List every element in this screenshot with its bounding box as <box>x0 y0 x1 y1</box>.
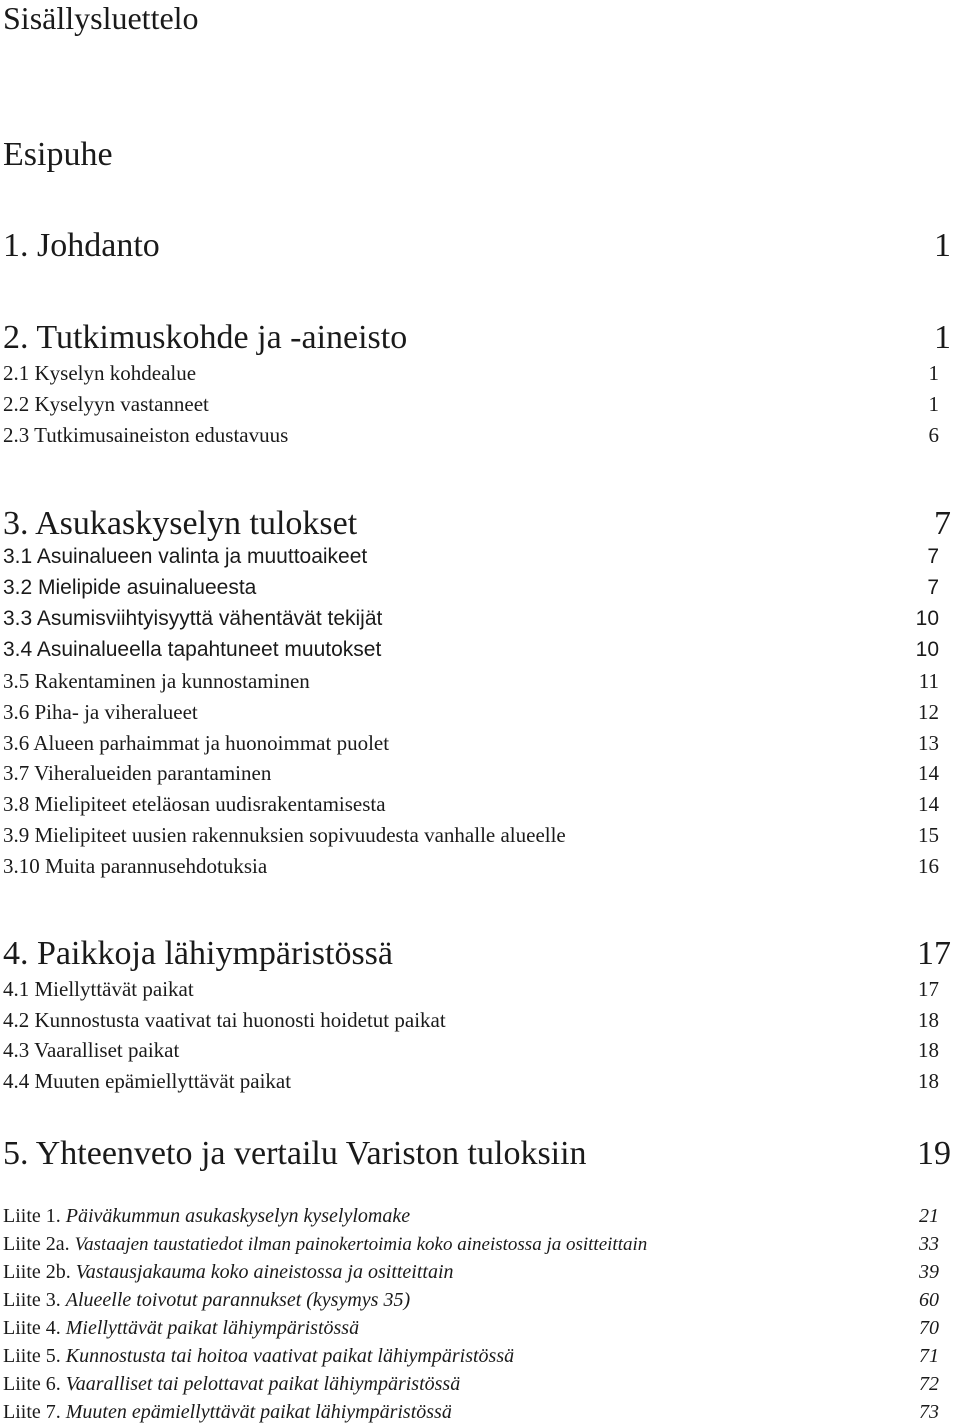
section-page: 7 <box>927 545 939 568</box>
section-page: 1 <box>928 361 939 385</box>
chapter-label: 3. Asukaskyselyn tulokset <box>3 505 358 542</box>
section-label: 3.5 Rakentaminen ja kunnostaminen <box>3 669 310 693</box>
section-page: 15 <box>918 823 939 847</box>
section-page: 14 <box>918 761 939 785</box>
appendix-label: Liite 7. <box>3 1401 61 1423</box>
appendix-page: 33 <box>919 1233 939 1255</box>
chapter-label: 1. Johdanto <box>3 227 160 264</box>
toc-chapter-5[interactable] <box>3 1132 951 1176</box>
chapter-label: 5. Yhteenveto ja vertailu Variston tuloksiin <box>3 1135 587 1172</box>
toc-section-3-3[interactable] <box>3 604 951 634</box>
section-label: 3.4 Asuinalueella tapahtuneet muutokset <box>3 638 382 661</box>
toc-chapter-2[interactable] <box>3 316 951 360</box>
section-page: 13 <box>918 731 939 755</box>
section-label: 4.3 Vaaralliset paikat <box>3 1038 180 1062</box>
toc-appendix-7[interactable] <box>3 1398 951 1426</box>
appendix-page: 72 <box>919 1373 939 1395</box>
section-label: 3.1 Asuinalueen valinta ja muuttoaikeet <box>3 545 368 568</box>
chapter-page: 7 <box>934 505 951 542</box>
toc-appendix-1[interactable] <box>3 1202 951 1230</box>
section-label: 4.2 Kunnostusta vaativat tai huonosti hoidetut paikat <box>3 1008 446 1032</box>
appendix-label: Liite 3. <box>3 1289 61 1311</box>
chapter-label: 2. Tutkimuskohde ja -aineisto <box>3 319 408 356</box>
section-page: 10 <box>915 638 939 661</box>
appendix-title: Päiväkummun asukaskyselyn kyselylomake <box>65 1205 411 1227</box>
appendix-label: Liite 2b. <box>3 1261 71 1283</box>
section-page: 14 <box>918 792 939 816</box>
toc-appendix-6[interactable] <box>3 1370 951 1398</box>
section-label: 3.10 Muita parannusehdotuksia <box>3 854 268 878</box>
appendix-page: 70 <box>919 1317 939 1339</box>
chapter-page: 1 <box>934 319 951 356</box>
section-label: 3.7 Viheralueiden parantaminen <box>3 761 272 785</box>
toc-section-3-4[interactable] <box>3 635 951 665</box>
toc-section-4-2[interactable] <box>3 1005 951 1035</box>
section-label: 4.1 Miellyttävät paikat <box>3 977 194 1001</box>
appendix-page: 60 <box>919 1289 939 1311</box>
toc-chapter-3[interactable] <box>3 502 951 546</box>
appendix-title: Miellyttävät paikat lähiympäristössä <box>65 1317 360 1339</box>
toc-section-3-9[interactable] <box>3 820 951 850</box>
section-page: 7 <box>927 576 939 599</box>
appendix-title: Vastausjakauma koko aineistossa ja ositteittain <box>75 1261 454 1283</box>
section-label: 3.6 Alueen parhaimmat ja huonoimmat puolet <box>3 731 390 755</box>
chapter-page: 19 <box>917 1135 951 1172</box>
toc-section-3-2[interactable] <box>3 573 951 603</box>
appendix-label: Liite 6. <box>3 1373 61 1395</box>
toc-section-3-10[interactable] <box>3 851 951 881</box>
toc-section-2-1[interactable] <box>3 358 951 388</box>
section-page: 18 <box>918 1069 939 1093</box>
toc-section-2-2[interactable] <box>3 389 951 419</box>
section-label: 3.3 Asumisviihtyisyyttä vähentävät tekijät <box>3 607 383 630</box>
toc-appendix-3[interactable] <box>3 1286 951 1314</box>
toc-section-4-1[interactable] <box>3 974 951 1004</box>
section-page: 12 <box>918 700 939 724</box>
toc-section-3-8[interactable] <box>3 789 951 819</box>
appendix-title: Vaaralliset tai pelottavat paikat lähiympäristössä <box>65 1373 461 1395</box>
appendix-page: 71 <box>919 1345 939 1367</box>
chapter-page: 1 <box>934 227 951 264</box>
toc-section-3-6[interactable] <box>3 697 951 727</box>
appendix-title: Muuten epämiellyttävät paikat lähiympäristössä <box>65 1401 452 1423</box>
section-page: 11 <box>918 669 939 693</box>
section-label: 3.8 Mielipiteet eteläosan uudisrakentamisesta <box>3 792 386 816</box>
page-title: Sisällysluettelo <box>3 0 199 36</box>
appendix-page: 39 <box>919 1261 939 1283</box>
appendix-page: 73 <box>919 1401 939 1423</box>
section-label: 2.3 Tutkimusaineiston edustavuus <box>3 423 289 447</box>
toc-section-3-1[interactable] <box>3 542 951 572</box>
chapter-label: 4. Paikkoja lähiympäristössä <box>3 935 394 972</box>
section-label: 3.9 Mielipiteet uusien rakennuksien sopivuudesta vanhalle alueelle <box>3 823 566 847</box>
section-label: 2.1 Kyselyn kohdealue <box>3 361 197 385</box>
section-label: 2.2 Kyselyyn vastanneet <box>3 392 209 416</box>
toc-appendix-2b[interactable] <box>3 1258 951 1286</box>
appendix-label: Liite 4. <box>3 1317 61 1339</box>
section-page: 6 <box>928 423 939 447</box>
section-page: 18 <box>918 1038 939 1062</box>
section-label: 4.4 Muuten epämiellyttävät paikat <box>3 1069 292 1093</box>
toc-appendix-5[interactable] <box>3 1342 951 1370</box>
appendix-label: Liite 5. <box>3 1345 61 1367</box>
toc-section-2-3[interactable] <box>3 420 951 450</box>
toc-section-3-7[interactable] <box>3 758 951 788</box>
toc-section-3-5[interactable] <box>3 666 951 696</box>
toc-section-4-4[interactable] <box>3 1066 951 1096</box>
appendix-title: Alueelle toivotut parannukset (kysymys 35) <box>65 1289 411 1311</box>
toc-appendix-4[interactable] <box>3 1314 951 1342</box>
toc-chapter-4[interactable] <box>3 932 951 976</box>
toc-section-3-6b[interactable] <box>3 728 951 758</box>
section-page: 17 <box>918 977 939 1001</box>
appendix-label: Liite 1. <box>3 1205 61 1227</box>
chapter-page: 17 <box>917 935 951 972</box>
appendix-page: 21 <box>919 1205 939 1227</box>
section-page: 1 <box>928 392 939 416</box>
preface-heading: Esipuhe <box>3 136 113 173</box>
section-label: 3.6 Piha- ja viheralueet <box>3 700 198 724</box>
section-page: 10 <box>915 607 939 630</box>
section-page: 16 <box>918 854 939 878</box>
toc-appendix-2a[interactable] <box>3 1230 951 1258</box>
appendix-label: Liite 2a. <box>3 1233 70 1255</box>
section-page: 18 <box>918 1008 939 1032</box>
section-label: 3.2 Mielipide asuinalueesta <box>3 576 257 599</box>
appendix-title: Kunnostusta tai hoitoa vaativat paikat lähiympäristössä <box>65 1345 515 1367</box>
toc-section-4-3[interactable] <box>3 1035 951 1065</box>
toc-chapter-1[interactable] <box>3 224 951 268</box>
appendix-title: Vastaajen taustatiedot ilman painokertoimia koko aineistossa ja ositteittain <box>74 1234 648 1255</box>
